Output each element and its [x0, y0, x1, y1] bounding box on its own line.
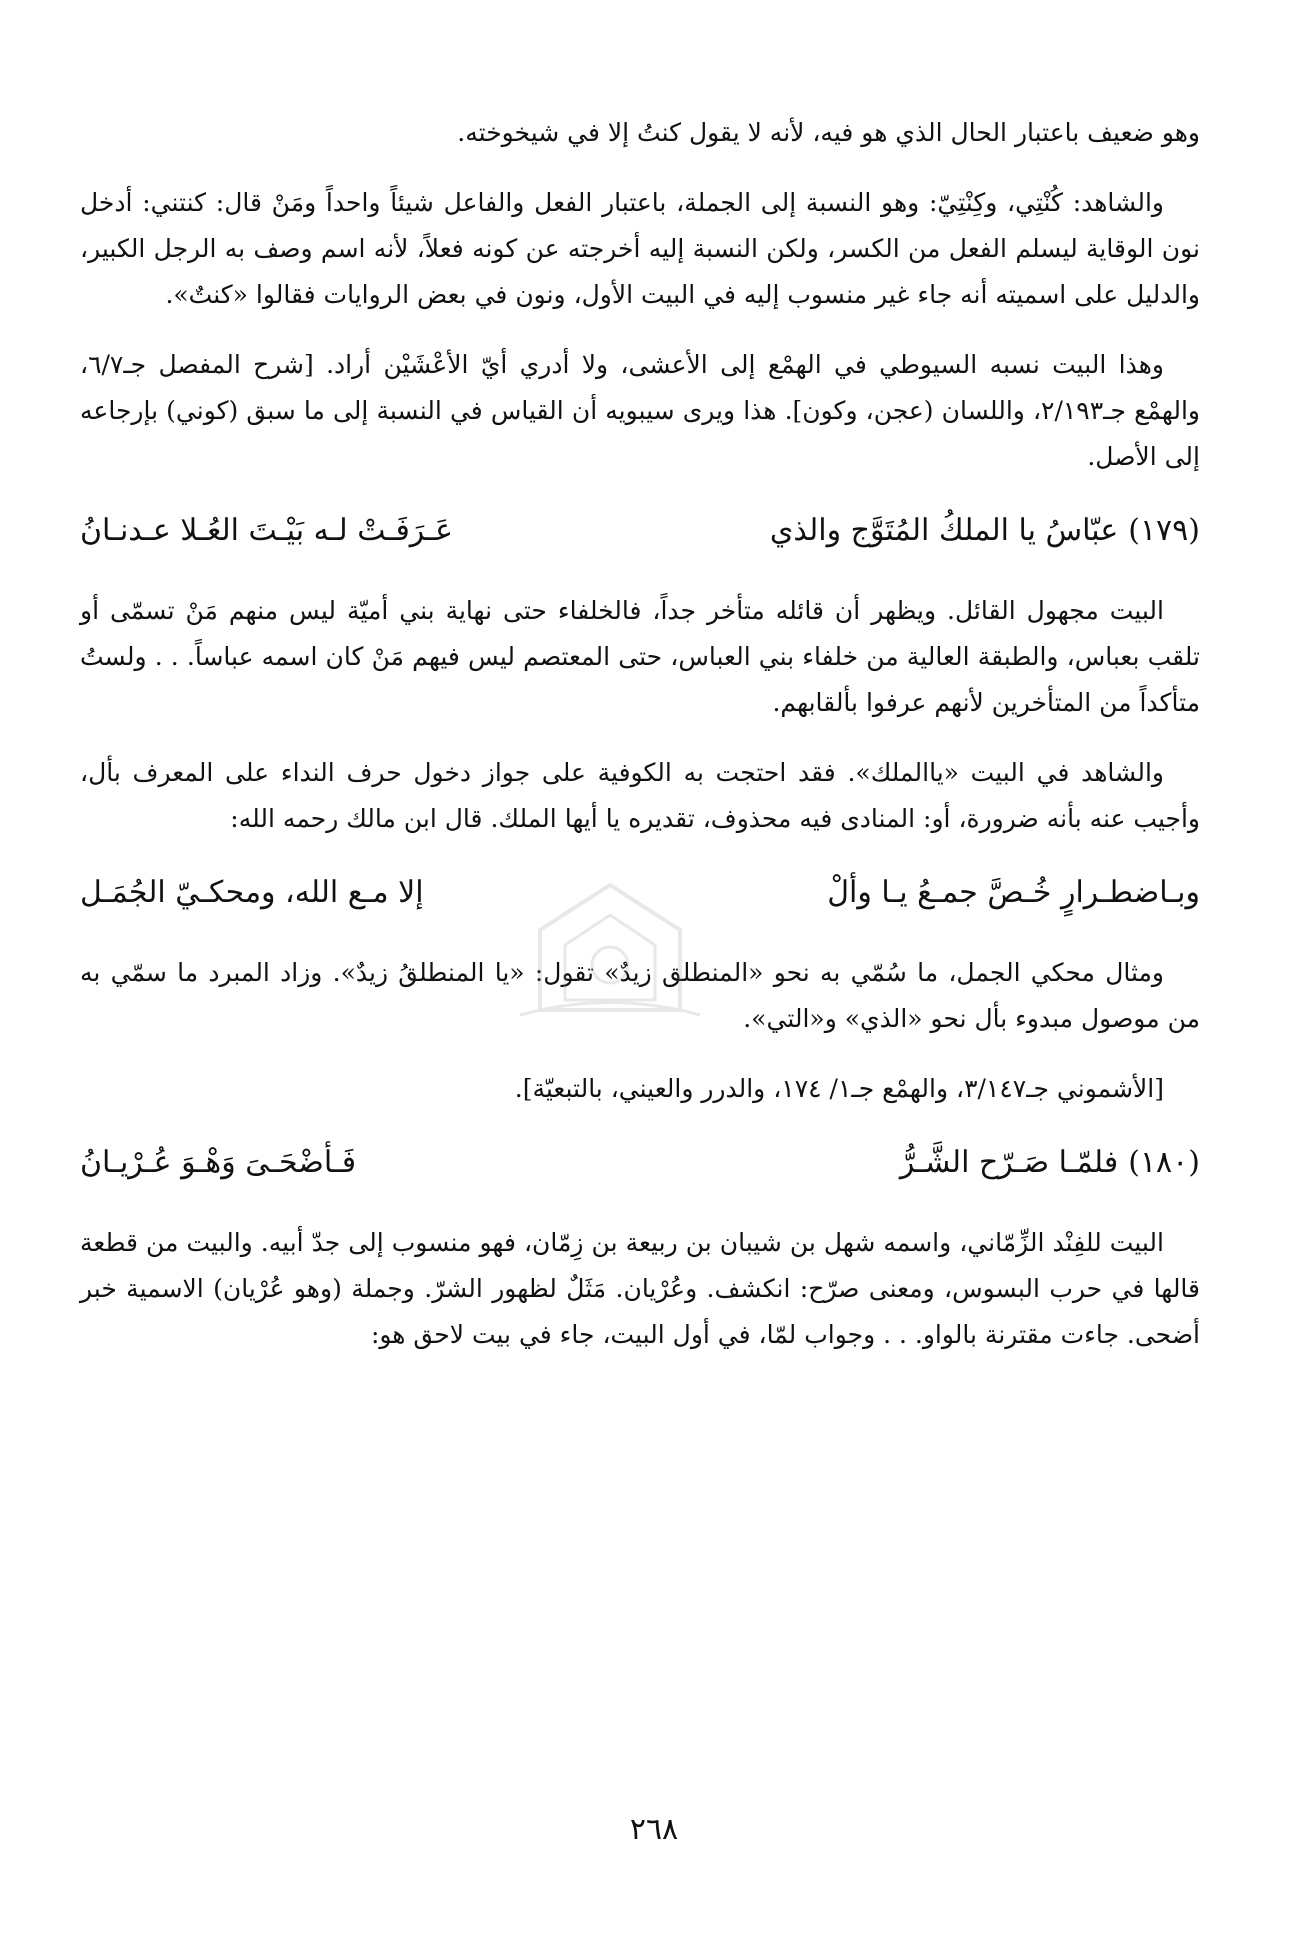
- page-number: ٢٦٨: [629, 1812, 679, 1847]
- page-body: [80, 110, 1200, 1382]
- verse-ibn-malik-second-hemistich: إلا مـع الله، ومحكـيّ الجُمَـل: [80, 875, 424, 910]
- verse-180: [80, 1136, 1200, 1190]
- verse-179-second-hemistich: عَـرَفَـتْ لـه بَيْـتَ العُـلا عـدنـانُ: [80, 513, 454, 548]
- paragraph-4: البيت مجهول القائل. ويظهر أن قائله متأخر جداً، فالخلفاء حتى نهاية بني أميّة ليس منهم مَنْ تسمّى أو تلقب بعباس، والطبقة العالية من خلفاء بني العباس، حتى المعتصم ليس فيهم مَنْ كان اسمه عباساً. . . ولستُ متأكداً من المتأخرين لأنهم عرفوا بألقابهم.: [80, 596, 1200, 717]
- verse-179: [80, 504, 1200, 558]
- paragraph-8: البيت للفِنْد الزِّمّاني، واسمه شهل بن شيبان بن ربيعة بن زِمّان، فهو منسوب إلى جدّ أبيه. والبيت من قطعة قالها في حرب البسوس، ومعنى صرّح: انكشف. وعُرْيان. مَثَلٌ لظهور الشرّ. وجملة (وهو عُرْيان) الاسمية خبر أضحى. جاءت مقترنة بالواو. . . وجواب لمّا، في أول البيت، جاء في بيت لاحق هو:: [80, 1228, 1200, 1349]
- verse-180-second-hemistich: فَـأضْحَـىَ وَهْـوَ عُـرْيـانُ: [80, 1145, 357, 1180]
- paragraph-2: والشاهد: كُنْتِي، وكِنْتِيّ: وهو النسبة إلى الجملة، باعتبار الفعل والفاعل شيئاً واحداً ومَنْ قال: كنتني: أدخل نون الوقاية ليسلم الفعل من الكسر، ولكن النسبة إليه أخرجته عن كونه فعلاً، لأنه اسم وصف به الرجل الكبير، والدليل على اسميته أنه جاء غير منسوب إليه في البيت الأول، ونون في بعض الروايات فقالوا «كنتٌ».: [80, 188, 1200, 309]
- paragraph-3: وهذا البيت نسبه السيوطي في الهمْع إلى الأعشى، ولا أدري أيّ الأعْشَيْن أراد. [شرح المفصل جـ٦/٧، والهمْع جـ٢/١٩٣، واللسان (عجن، وكون]. هذا ويرى سيبويه أن القياس في النسبة إلى ما سبق (كوني) بإرجاعه إلى الأصل.: [80, 350, 1200, 471]
- verse-179-number: (١٧٩): [1128, 513, 1200, 548]
- library-seal-icon: [520, 870, 700, 1020]
- paragraph-6: ومثال محكي الجمل، ما سُمّي به نحو «المنطلق زيدٌ» تقول: «يا المنطلقُ زيدٌ». وزاد المبرد ما سمّي به من موصول مبدوء بأل نحو «الذي» و«التي».: [80, 958, 1200, 1033]
- paragraph-1: وهو ضعيف باعتبار الحال الذي هو فيه، لأنه لا يقول كنتُ إلا في شيخوخته.: [457, 118, 1200, 147]
- verse-180-number: (١٨٠): [1128, 1145, 1200, 1180]
- verse-180-first-hemistich: [900, 1136, 1200, 1190]
- verse-ibn-malik-first-hemistich: وبـاضطـرارٍ خُـصَّ جمـعُ يـا وألْ: [827, 875, 1200, 910]
- paragraph-7: [الأشموني جـ٣/١٤٧، والهمْع جـ١/ ١٧٤، والدرر والعيني، بالتبعيّة].: [514, 1074, 1164, 1103]
- paragraph-5: والشاهد في البيت «ياالملك». فقد احتجت به الكوفية على جواز دخول حرف النداء على المعرف بأل، وأجيب عنه بأنه ضرورة، أو: المنادى فيه محذوف، تقديره يا أيها الملك. قال ابن مالك رحمه الله:: [80, 758, 1200, 833]
- verse-180-first-text: فلمّـا صَـرّح الشَّـرُّ: [899, 1145, 1119, 1180]
- verse-179-first-text: عبّاسُ يا الملكُ المُتَوَّج والذي: [769, 513, 1119, 548]
- verse-179-first-hemistich: [770, 504, 1200, 558]
